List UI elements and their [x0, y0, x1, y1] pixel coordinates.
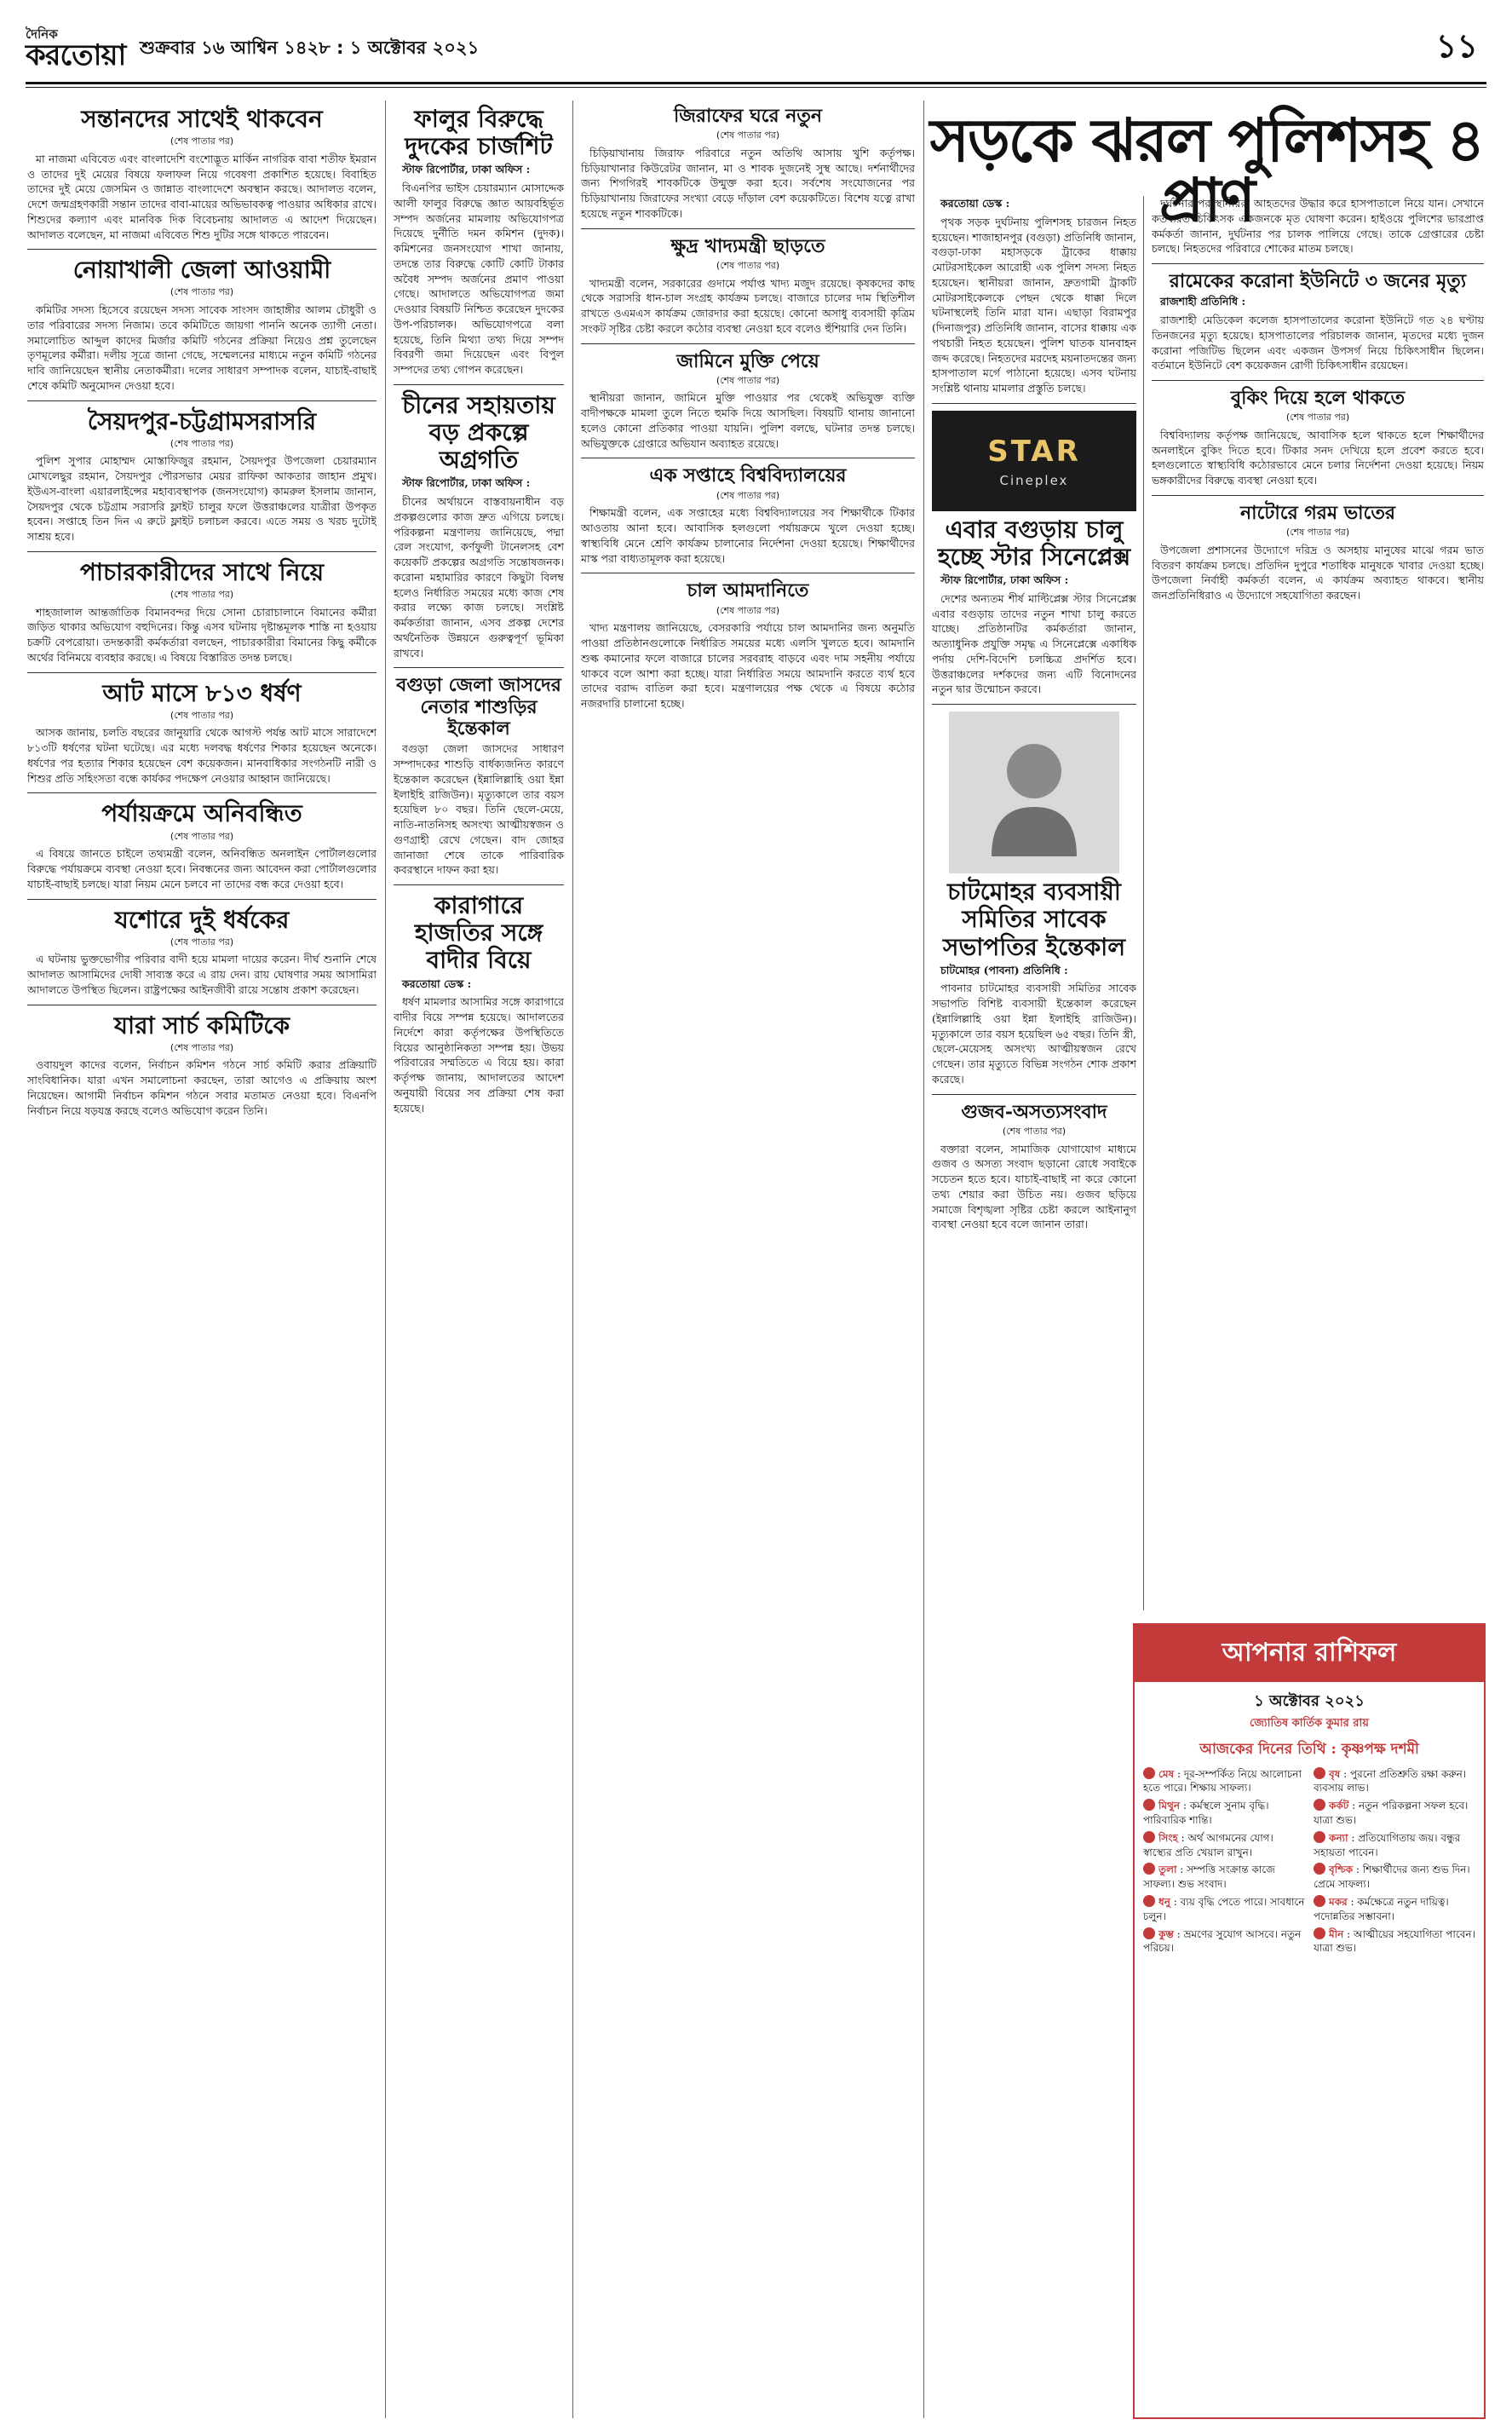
- horoscope-sign-name: বৃশ্চিক: [1329, 1864, 1354, 1876]
- zodiac-icon: [1314, 1863, 1325, 1875]
- article-body: খাদ্যমন্ত্রী বলেন, সরকারের গুদামে পর্যাপ্ত খাদ্য মজুদ রয়েছে। কৃষকদের কাছ থেকে সরাসরি ধান-চাল সংগ্রহ কার্যক্রম চলছে। বাজারে চালের দাম স্থিতিশীল রাখতে ওএমএস কার্যক্রম জোরদার করা হয়েছে। কোনো অসাধু ব্যবসায়ী কৃত্রিম সংকট সৃষ্টির চেষ্টা করলে কঠোর ব্যবস্থা নেওয়া হবে বলেও হুঁশিয়ারি দেন তিনি।: [581, 276, 915, 335]
- article-divider: [27, 899, 377, 900]
- column-2: [394, 101, 564, 2418]
- article-body: ওবায়দুল কাদের বলেন, নির্বাচন কমিশন গঠনে সার্চ কমিটি করার প্রক্রিয়াটি সাংবিধানিক। যারা এখন সমালোচনা করছেন, তারা আগেও এ প্রক্রিয়ায় অংশ নিয়েছেন। আগামী নির্বাচন কমিশন গঠনে সবার মতামত নেওয়া হবে। বিএনপি নির্বাচন নিয়ে ষড়যন্ত্র করছে বলেও অভিযোগ করেন তিনি।: [27, 1058, 377, 1117]
- article-body: পাবনার চাটমোহর ব্যবসায়ী সমিতির সাবেক সভাপতি বিশিষ্ট ব্যবসায়ী ইন্তেকাল করেছেন (ইন্নালিল্লাহি ওয়া ইন্না ইলাইহি রাজিউন)। মৃত্যুকালে তার বয়স হয়েছিল ৬৫ বছর। তিনি স্ত্রী, ছেলে-মেয়েসহ অসংখ্য আত্মীয়স্বজন রেখে গেছেন। তার মৃত্যুতে বিভিন্ন সংগঠন শোক প্রকাশ করেছে।: [932, 982, 1136, 1086]
- continued-label: (শেষ পাতার পর): [170, 830, 234, 842]
- article-body: বিশ্ববিদ্যালয় কর্তৃপক্ষ জানিয়েছে, আবাসিক হলে থাকতে হলে শিক্ষার্থীদের অনলাইনে বুকিং দিতে হবে। টিকার সনদ দেখিয়ে হলে প্রবেশ করতে হবে। হলগুলোতে স্বাস্থ্যবিধি কঠোরভাবে মেনে চলার নির্দেশনা দেওয়া হয়েছে। নিয়ম ভঙ্গকারীদের বিরুদ্ধে ব্যবস্থা নেওয়া হবে।: [1152, 428, 1484, 487]
- zodiac-icon: [1314, 1799, 1325, 1811]
- horoscope-sign-item: কর্কট : নতুন পরিকল্পনা সফল হবে। যাত্রা শুভ।: [1314, 1800, 1469, 1826]
- horoscope-sign-text: সম্পত্তি সংক্রান্ত কাজে সাফল্য। শুভ সংবাদ।: [1143, 1864, 1275, 1891]
- horoscope-sign-item: তুলা : সম্পত্তি সংক্রান্ত কাজে সাফল্য। শুভ সংবাদ।: [1143, 1864, 1275, 1891]
- article-title: সন্তানদের সাথেই থাকবেন: [81, 105, 323, 133]
- article-title: জিরাফের ঘরে নতুন: [673, 105, 823, 127]
- article-body: খাদ্য মন্ত্রণালয় জানিয়েছে, বেসরকারি পর্যায়ে চাল আমদানির জন্য অনুমতি পাওয়া প্রতিষ্ঠানগুলোকে নির্ধারিত সময়ের মধ্যে এলসি খুলতে হবে। আমদানি শুল্ক কমানোর ফলে বাজারে চালের সরবরাহ বাড়বে এবং দাম সহনীয় পর্যায়ে থাকবে বলে আশা করা হচ্ছে। যারা নির্ধারিত সময়ে আমদানি করতে ব্যর্থ হবে তাদের বরাদ্দ বাতিল করা হবে। মন্ত্রণালয়ের পক্ষ থেকে এ বিষয়ে কঠোর নজরদারি চালানো হচ্ছে।: [581, 621, 915, 711]
- page-number: ১১: [1435, 27, 1478, 65]
- column-5: [1152, 196, 1484, 1610]
- article-body: বক্তারা বলেন, সামাজিক যোগাযোগ মাধ্যমে গুজব ও অসত্য সংবাদ ছড়ানো রোধে সবাইকে সচেতন হতে হবে। যাচাই-বাছাই না করে কোনো তথ্য শেয়ার করা উচিত নয়। গুজব ছড়িয়ে সমাজে বিশৃঙ্খলা সৃষ্টির চেষ্টা করলে আইনানুগ ব্যবস্থা নেওয়া হবে বলে জানান তারা।: [932, 1142, 1136, 1231]
- article-lead: স্টাফ রিপোর্টার, ঢাকা অফিস :: [402, 476, 531, 490]
- article-title: চাল আমদানিতে: [687, 579, 809, 602]
- article-body: উপজেলা প্রশাসনের উদ্যোগে দরিদ্র ও অসহায় মানুষের মাঝে গরম ভাত বিতরণ কার্যক্রম চলছে। প্রতিদিন দুপুরে শতাধিক মানুষকে খাবার দেওয়া হচ্ছে। উপজেলা নির্বাহী কর্মকর্তা বলেন, এ কার্যক্রম অব্যাহত থাকবে। স্থানীয় জনপ্রতিনিধিরাও এ উদ্যোগে সহযোগিতা করছেন।: [1152, 543, 1484, 602]
- horoscope-sign-text: শিক্ষার্থীদের জন্য শুভ দিন। প্রেমে সাফল্য।: [1314, 1864, 1470, 1891]
- article-divider: [27, 672, 377, 673]
- article-title: চাটমোহর ব্যবসায়ী সমিতির সাবেক সভাপতির ইন্তেকাল: [942, 878, 1126, 961]
- article-divider: [394, 884, 564, 885]
- horoscope-sign-name: কন্যা: [1329, 1831, 1348, 1844]
- article-title: সৈয়দপুর-চট্টগ্রামসরাসরি: [87, 406, 317, 435]
- logo-prefix: দৈনিক: [26, 26, 58, 42]
- article-divider: [394, 667, 564, 668]
- continued-label: (শেষ পাতার পর): [1285, 412, 1350, 423]
- continued-label: (শেষ পাতার পর): [170, 286, 234, 298]
- continued-label: (শেষ পাতার পর): [170, 936, 234, 948]
- article-title: বগুড়া জেলা জাসদের নেতার শাশুড়ির ইন্তেকাল: [396, 674, 561, 740]
- horoscope-sign-text: অর্থ আগমনের যোগ। স্বাস্থ্যের প্রতি খেয়াল রাখুন।: [1143, 1831, 1273, 1858]
- article-title: কারাগারে হাজতির সঙ্গে বাদীর বিয়ে: [414, 891, 543, 975]
- cineplex-logo-text: STAR: [987, 434, 1081, 469]
- article-body: আসক জানায়, চলতি বছরের জানুয়ারি থেকে আগস্ট পর্যন্ত আট মাসে সারাদেশে ৮১৩টি ধর্ষণের ঘটনা ঘটেছে। এর মধ্যে দলবদ্ধ ধর্ষণের শিকার হয়েছেন অনেকে। ধর্ষণের পর হত্যার শিকার হয়েছেন বেশ কয়েকজন। মানবাধিকার সংগঠনটি নারী ও শিশুর প্রতি সহিংসতা বন্ধে কার্যকর পদক্ষেপ নেওয়ার আহ্বান জানিয়েছে।: [27, 726, 377, 785]
- horoscope-sign-text: ব্যয় বৃদ্ধি পেতে পারে। সাবধানে চলুন।: [1143, 1895, 1305, 1922]
- article-body: এ ঘটনায় ভুক্তভোগীর পরিবার বাদী হয়ে মামলা দায়ের করেন। দীর্ঘ শুনানি শেষে আদালত আসামিদের দোষী সাব্যস্ত করে এ রায় দেন। রায় ঘোষণার সময় আসামিরা আদালতে উপস্থিত ছিলেন। রাষ্ট্রপক্ষের আইনজীবী রায়ে সন্তোষ প্রকাশ করেছেন।: [27, 953, 377, 996]
- article-title: চীনের সহায়তায় বড় প্রকল্পে অগ্রগতি: [402, 390, 555, 475]
- horoscope-date: ১ অক্টোবর ২০২১: [1254, 1692, 1365, 1710]
- horoscope-sign-item: কুম্ভ : ভ্রমণের সুযোগ আসবে। নতুন পরিচয়।: [1143, 1927, 1302, 1955]
- continued-label: (শেষ পাতার পর): [716, 604, 780, 616]
- continued-label: (শেষ পাতার পর): [716, 259, 780, 271]
- article-title: যারা সার্চ কমিটিকে: [113, 1011, 290, 1040]
- horoscope-sign-item: বৃষ : পুরনো প্রতিশ্রুতি রক্ষা করুন। ব্যবসায় লাভ।: [1314, 1767, 1467, 1794]
- horoscope-sign-text: কর্মস্থলে সুনাম বৃদ্ধি। পারিবারিক শান্তি।: [1143, 1800, 1269, 1826]
- continued-label: (শেষ পাতার পর): [170, 1041, 234, 1053]
- article-lead: করতোয়া ডেস্ক :: [402, 976, 472, 990]
- article-title: গুজব-অসত্যসংবাদ: [961, 1100, 1107, 1123]
- horoscope-sign-item: মেষ : দূর-সম্পর্কিত নিয়ে আলোচনা হতে পারে। শিক্ষায় সাফল্য।: [1143, 1767, 1302, 1794]
- article-divider: [27, 792, 377, 793]
- column-divider: [1143, 196, 1144, 1610]
- continued-label: (শেষ পাতার পর): [1002, 1125, 1066, 1137]
- article-divider: [1152, 263, 1484, 264]
- article-body: পৃথক সড়ক দুর্ঘটনায় পুলিশসহ চারজন নিহত হয়েছেন। শাজাহানপুর (বগুড়া) প্রতিনিধি জানান, বগুড়া-ঢাকা মহাসড়কে ট্রাকের ধাক্কায় মোটরসাইকেল আরোহী এক পুলিশ সদস্য নিহত হয়েছেন। স্থানীয়রা জানান, দ্রুতগামী ট্রাকটি মোটরসাইকেলকে পেছন থেকে ধাক্কা দিলে ঘটনাস্থলেই তিনি মারা যান। এছাড়া বিরামপুর (দিনাজপুর) প্রতিনিধি জানান, বাসের ধাক্কায় এক পথচারী নিহত হয়েছেন। পুলিশ ঘাতক যানবাহন জব্দ করেছে। নিহতদের মরদেহ ময়নাতদন্তের জন্য হাসপাতাল মর্গে পাঠানো হয়েছে। এসব ঘটনায় সংশ্লিষ্ট থানায় মামলার প্রস্তুতি চলছে।: [932, 215, 1136, 395]
- zodiac-icon: [1314, 1831, 1325, 1843]
- horoscope-sign-item: কন্যা : প্রতিযোগিতায় জয়। বন্ধুর সহায়তা পাবেন।: [1314, 1831, 1461, 1858]
- article-body: কমিটির সদস্য হিসেবে রয়েছেন সদস্য সাবেক সাংসদ জাহাঙ্গীর আলম চৌধুরী ও তার পরিবারের সদস্য নিজাম। তবে কমিটিতে জায়গা পাননি অনেক ত্যাগী নেতা। সমালোচিত আব্দুল কাদের মির্জার কমিটি গঠনের প্রক্রিয়া নিয়েও প্রশ্ন তুলেছেন তৃণমূলের কর্মীরা। দলীয় সূত্রে জানা গেছে, সম্মেলনের মাধ্যমে নতুন কমিটি গঠনের দাবি জানিয়েছেন স্থানীয় নেতাকর্মীরা। দলের সাধারণ সম্পাদক বলেন, যাচাই-বাছাই শেষে কমিটি অনুমোদন দেওয়া হবে।: [27, 303, 377, 392]
- column-divider: [572, 101, 573, 2418]
- column-4: [932, 196, 1136, 2411]
- horoscope-sign-name: সিংহ: [1158, 1831, 1178, 1844]
- masthead-rule-thin: [26, 87, 1486, 88]
- article-body: এ বিষয়ে জানতে চাইলে তথ্যমন্ত্রী বলেন, অনিবন্ধিত অনলাইন পোর্টালগুলোর বিরুদ্ধে পর্যায়ক্রমে ব্যবস্থা নেওয়া হবে। নিবন্ধনের জন্য আবেদন করা পোর্টালগুলোর যাচাই-বাছাই চলছে। যারা নিয়ম মেনে চলবে না তাদের বন্ধ করে দেওয়া হবে।: [27, 847, 377, 890]
- zodiac-icon: [1143, 1831, 1155, 1843]
- horoscope-sign-item: মকর : কর্মক্ষেত্রে নতুন দায়িত্ব। পদোন্নতির সম্ভাবনা।: [1314, 1895, 1449, 1922]
- continued-label: (শেষ পাতার পর): [170, 709, 234, 721]
- horoscope-heading: আপনার রাশিফল: [1135, 1625, 1484, 1682]
- article-body: মা নাজমা এবিবেত এবং বাংলাদেশি বংশোদ্ভূত মার্কিন নাগরিক বাবা শতীফ ইমরান ও তাদের দুই মেয়ের বিষয়ে ফলাফল নিয়ে গবেষণা প্রকাশিত হয়েছে। বিবাহিত তাদের দুই মেয়ে জেসমিন ও জান্নাত বাংলাদেশে অবস্থান করছে। আদালত বলেন, দেশে জন্মগ্রহণকারী সন্তান তাদের বাবা-মায়ের অভিভাবকত্ব পাওয়ার অধিকার রাখে। শিশুদের কল্যাণ এবং মানবিক দিক বিবেচনায় আদালত এ আদেশ দিয়েছেন। আদালত বলেছেন, মা নাজমা এবিবেত শিশু দুটির সঙ্গে থাকতে পারবেন।: [27, 152, 377, 241]
- article-body: স্থানীয়রা জানান, জামিনে মুক্তি পাওয়ার পর থেকেই অভিযুক্ত ব্যক্তি বাদীপক্ষকে মামলা তুলে নিতে হুমকি দিয়ে আসছিল। বিষয়টি থানায় জানানো হলেও কোনো প্রতিকার পাওয়া যায়নি। পুলিশ বলছে, ঘটনার তদন্ত চলছে। অভিযুক্তকে গ্রেপ্তারে অভিযান অব্যাহত রয়েছে।: [581, 391, 915, 450]
- zodiac-icon: [1143, 1767, 1155, 1779]
- article-divider: [27, 400, 377, 401]
- article-divider: [27, 551, 377, 552]
- article-body: ধর্ষণ মামলার আসামির সঙ্গে কারাগারে বাদীর বিয়ে সম্পন্ন হয়েছে। আদালতের নির্দেশে কারা কর্তৃপক্ষের উপস্থিতিতে বিয়ের আনুষ্ঠানিকতা সম্পন্ন হয়। উভয় পরিবারের সম্মতিতে এ বিয়ে হয়। কারা কর্তৃপক্ষ জানায়, আদালতের আদেশ অনুযায়ী বিয়ের সব প্রক্রিয়া শেষ করা হয়েছে।: [394, 995, 564, 1115]
- article-body: শিক্ষামন্ত্রী বলেন, এক সপ্তাহের মধ্যে বিশ্ববিদ্যালয়ের সব শিক্ষার্থীকে টিকার আওতায় আনা হবে। আবাসিক হলগুলো পর্যায়ক্রমে খুলে দেওয়া হচ্ছে। স্বাস্থ্যবিধি মেনে শ্রেণি কার্যক্রম চালানোর নির্দেশনা দেওয়া হয়েছে। শিক্ষার্থীদের মাস্ক পরা বাধ্যতামূলক করা হয়েছে।: [581, 506, 915, 565]
- horoscope-sign-item: সিংহ : অর্থ আগমনের যোগ। স্বাস্থ্যের প্রতি খেয়াল রাখুন।: [1143, 1831, 1273, 1858]
- cineplex-photo: [932, 411, 1136, 511]
- continued-label: (শেষ পাতার পর): [170, 437, 234, 449]
- horoscope-sign-text: ভ্রমণের সুযোগ আসবে। নতুন পরিচয়।: [1143, 1927, 1302, 1955]
- article-body: চিড়িয়াখানায় জিরাফ পরিবারে নতুন অতিথি আসায় খুশি কর্তৃপক্ষ। চিড়িয়াখানার কিউরেটর জানান, মা ও শাবক দুজনেই সুস্থ আছে। দর্শনার্থীদের জন্য শিগগিরই শাবকটিকে উন্মুক্ত করা হবে। সর্বশেষ সংযোজনের পর চিড়িয়াখানায় জিরাফের সংখ্যা বেড়ে দাঁড়াল বেশ কয়েকটিতে। বিশেষ যত্নে রাখা হয়েছে নতুন শাবকটিকে।: [581, 146, 915, 220]
- article-divider: [932, 403, 1136, 404]
- article-divider: [932, 1094, 1136, 1095]
- article-title: পর্যায়ক্রমে অনিবন্ধিত: [101, 799, 302, 828]
- continued-label: (শেষ পাতার পর): [170, 589, 234, 601]
- article-body: বগুড়া জেলা জাসদের সাধারণ সম্পাদকের শাশুড়ি বার্ধক্যজনিত কারণে ইন্তেকাল করেছেন (ইন্নালিল্লাহি ওয়া ইন্না ইলাইহি রাজিউন)। মৃত্যুকালে তার বয়স হয়েছিল ৮০ বছর। তিনি ছেলে-মেয়ে, নাতি-নাতনিসহ অসংখ্য আত্মীয়স্বজন ও গুণগ্রাহী রেখে গেছেন। বাদ জোহর জানাজা শেষে তাকে পারিবারিক কবরস্থানে দাফন করা হয়।: [394, 742, 564, 877]
- article-body: দুর্ঘটনার পর স্থানীয়রা আহতদের উদ্ধার করে হাসপাতালে নিয়ে যান। সেখানে কর্তব্যরত চিকিৎসক একজনকে মৃত ঘোষণা করেন। হাইওয়ে পুলিশের ভারপ্রাপ্ত কর্মকর্তা জানান, দুর্ঘটনার পর চালক পালিয়ে গেছে। তাকে গ্রেপ্তারের চেষ্টা চলছে। নিহতদের পরিবারে শোকের মাতম চলছে।: [1152, 197, 1484, 256]
- column-divider: [923, 101, 924, 2418]
- horoscope-body: [1135, 1682, 1484, 1961]
- article-divider: [394, 384, 564, 385]
- zodiac-icon: [1143, 1927, 1155, 1939]
- horoscope-sign-text: কর্মক্ষেত্রে নতুন দায়িত্ব। পদোন্নতির সম্ভাবনা।: [1314, 1895, 1449, 1922]
- horoscope-sign-name: মীন: [1329, 1927, 1344, 1940]
- horoscope-sign-item: মীন : আত্মীয়ের সহযোগিতা পাবেন। যাত্রা শুভ।: [1314, 1927, 1475, 1955]
- article-title: বুকিং দিয়ে হলে থাকতে: [1230, 387, 1406, 410]
- horoscope-sign-name: ধনু: [1158, 1895, 1170, 1908]
- article-body: রাজশাহী মেডিকেল কলেজ হাসপাতালের করোনা ইউনিটে গত ২৪ ঘণ্টায় তিনজনের মৃত্যু হয়েছে। হাসপাতালের পরিচালক জানান, মৃতদের মধ্যে দুজন করোনা পজিটিভ ছিলেন এবং একজন উপসর্গ নিয়ে চিকিৎসাধীন ছিলেন। বর্তমানে ইউনিটে বেশ কয়েকজন রোগী চিকিৎসাধীন রয়েছেন।: [1152, 314, 1484, 372]
- article-title: যশোরে দুই ধর্ষকের: [114, 905, 290, 934]
- horoscope-sign-name: কর্কট: [1329, 1800, 1349, 1812]
- article-divider: [581, 343, 915, 344]
- zodiac-icon: [1143, 1799, 1155, 1811]
- continued-label: (শেষ পাতার পর): [716, 130, 780, 141]
- article-body: শাহজালাল আন্তর্জাতিক বিমানবন্দর দিয়ে সোনা চোরাচালানে বিমানের কর্মীরা জড়িত থাকার অভিযোগ বহুদিনের। কিন্তু এসব ঘটনায় দৃষ্টান্তমূলক শাস্তি না হওয়ায় চক্রটি বেপরোয়া। তদন্তকারী কর্মকর্তারা বলছেন, পাচারকারীরা বিমানের কিছু কর্মীকে অর্থের বিনিময়ে ব্যবহার করছে। এ বিষয়ে বিস্তারিত তদন্ত চলছে।: [27, 605, 377, 664]
- article-lead: স্টাফ রিপোর্টার, ঢাকা অফিস :: [402, 163, 531, 176]
- zodiac-icon: [1143, 1895, 1155, 1907]
- newspaper-logo[interactable]: [26, 22, 126, 75]
- column-1: [27, 101, 377, 2418]
- article-title: ফালুর বিরুদ্ধে দুদকের চার্জশিট: [405, 105, 553, 161]
- article-title: আট মাসে ৮১৩ ধর্ষণ: [102, 678, 302, 707]
- article-divider: [1152, 495, 1484, 496]
- continued-label: (শেষ পাতার পর): [170, 135, 234, 147]
- zodiac-icon: [1314, 1767, 1325, 1779]
- person-icon: [983, 729, 1085, 856]
- horoscope-sign-text: দূর-সম্পর্কিত নিয়ে আলোচনা হতে পারে। শিক্ষায় সাফল্য।: [1143, 1767, 1302, 1794]
- article-title: জামিনে মুক্তি পেয়ে: [676, 349, 819, 372]
- article-lead: করতোয়া ডেস্ক :: [940, 197, 1010, 210]
- horoscope-sign-name: মকর: [1329, 1895, 1348, 1908]
- continued-label: (শেষ পাতার পর): [716, 489, 780, 501]
- article-divider: [932, 704, 1136, 705]
- column-divider: [385, 101, 386, 2418]
- masthead-rule: [26, 82, 1486, 84]
- article-title: এবার বগুড়ায় চালু হচ্ছে স্টার সিনেপ্লেক্স: [937, 515, 1131, 571]
- article-body: দেশের অন্যতম শীর্ষ মাল্টিপ্লেক্স স্টার সিনেপ্লেক্স এবার বগুড়ায় তাদের নতুন শাখা চালু করতে যাচ্ছে। প্রতিষ্ঠানটির কর্মকর্তারা জানান, অত্যাধুনিক প্রযুক্তি সমৃদ্ধ এ সিনেপ্লেক্সে একাধিক পর্দায় দেশি-বিদেশি চলচ্চিত্র প্রদর্শিত হবে। উত্তরাঞ্চলের দর্শকদের জন্য এটি বিনোদনের নতুন দ্বার উন্মোচন করবে।: [932, 591, 1136, 696]
- continued-label: (শেষ পাতার পর): [1285, 527, 1350, 539]
- horoscope-sign-text: আত্মীয়ের সহযোগিতা পাবেন। যাত্রা শুভ।: [1314, 1927, 1475, 1955]
- horoscope-sign-item: মিথুন : কর্মস্থলে সুনাম বৃদ্ধি। পারিবারিক শান্তি।: [1143, 1800, 1269, 1826]
- article-body: পুলিশ সুপার মোহাম্মদ মোস্তাফিজুর রহমান, সৈয়দপুর উপজেলা চেয়ারম্যান মোখলেছুর রহমান, সৈয়দপুর পৌরসভার মেয়র রাফিকা আকতার জাহান প্রমুখ। ইউএস-বাংলা এয়ারলাইন্সের মহাব্যবস্থাপক (জনসংযোগ) কামরুল ইসলাম জানান, সৈয়দপুর থেকে চট্টগ্রাম সরাসরি ফ্লাইট চালুর ফলে উত্তরাঞ্চলের যাত্রীরা উপকৃত হবেন। সপ্তাহে তিন দিন এ রুটে ফ্লাইট চলাচল করবে। এতে সময় ও খরচ দুটোই সাশ্রয় হবে।: [27, 454, 377, 544]
- column-3: [581, 101, 915, 2418]
- horoscope-sign-text: পুরনো প্রতিশ্রুতি রক্ষা করুন। ব্যবসায় লাভ।: [1314, 1767, 1467, 1794]
- article-title: পাচারকারীদের সাথে নিয়ে: [79, 557, 325, 586]
- horoscope-sign-list: [1143, 1767, 1475, 1956]
- article-title: নাটোরে গরম ভাতের: [1240, 501, 1395, 524]
- zodiac-icon: [1143, 1863, 1155, 1875]
- portrait-photo: [949, 711, 1119, 873]
- zodiac-icon: [1314, 1895, 1325, 1907]
- continued-label: (শেষ পাতার পর): [716, 374, 780, 386]
- article-divider: [27, 249, 377, 250]
- horoscope-sign-name: বৃষ: [1329, 1767, 1341, 1780]
- logo-name: করতোয়া: [26, 37, 126, 72]
- horoscope-sign-name: মেষ: [1158, 1767, 1175, 1780]
- horoscope-box: [1133, 1623, 1486, 2419]
- article-title: এক সপ্তাহে বিশ্ববিদ্যালয়ের: [649, 464, 847, 487]
- cineplex-logo-subtext: Cineplex: [999, 473, 1069, 489]
- horoscope-sign-item: ধনু : ব্যয় বৃদ্ধি পেতে পারে। সাবধানে চলুন।: [1143, 1895, 1305, 1922]
- horoscope-sign-name: কুম্ভ: [1158, 1927, 1174, 1940]
- article-title: রামেকের করোনা ইউনিটে ৩ জনের মৃত্যু: [1169, 270, 1467, 292]
- zodiac-icon: [1314, 1927, 1325, 1939]
- horoscope-sign-text: নতুন পরিকল্পনা সফল হবে। যাত্রা শুভ।: [1314, 1800, 1469, 1826]
- horoscope-sign-item: বৃশ্চিক : শিক্ষার্থীদের জন্য শুভ দিন। প্রেমে সাফল্য।: [1314, 1864, 1470, 1891]
- article-divider: [581, 228, 915, 229]
- horoscope-astrologer: জ্যোতিষ কার্তিক কুমার রায়: [1250, 1717, 1369, 1731]
- article-divider: [1152, 380, 1484, 381]
- horoscope-sign-text: প্রতিযোগিতায় জয়। বন্ধুর সহায়তা পাবেন।: [1314, 1831, 1461, 1858]
- issue-dateline: শুক্রবার ১৬ আশ্বিন ১৪২৮ : ১ অক্টোবর ২০২১: [140, 37, 480, 58]
- lead-headline: সড়কে ঝরল পুলিশসহ ৪ প্রাণ: [929, 106, 1484, 235]
- article-title: ক্ষুদ্র খাদ্যমন্ত্রী ছাড়তে: [670, 234, 825, 257]
- horoscope-sign-name: তুলা: [1158, 1864, 1177, 1876]
- horoscope-sign-name: মিথুন: [1158, 1800, 1181, 1812]
- article-lead: চাটমোহর (পাবনা) প্রতিনিধি :: [940, 963, 1068, 976]
- article-lead: স্টাফ রিপোর্টার, ঢাকা অফিস :: [940, 573, 1069, 587]
- article-title: নোয়াখালী জেলা আওয়ামী: [72, 256, 331, 285]
- masthead: [26, 19, 1486, 78]
- article-lead: রাজশাহী প্রতিনিধি :: [1160, 295, 1246, 308]
- article-body: বিএনপির ভাইস চেয়ারম্যান মোসাদ্দেক আলী ফালুর বিরুদ্ধে জ্ঞাত আয়বহির্ভূত সম্পদ অর্জনের মামলায় অভিযোগপত্র দিয়েছে দুর্নীতি দমন কমিশন (দুদক)। কমিশনের জনসংযোগ শাখা জানায়, তদন্তে তার বিরুদ্ধে কোটি কোটি টাকার অবৈধ সম্পদ অর্জনের প্রমাণ পাওয়া গেছে। আদালতে অভিযোগপত্র জমা দেওয়ার বিষয়টি নিশ্চিত করেছেন দুদকের উপ-পরিচালক। অভিযোগপত্রে বলা হয়েছে, তিনি মিথ্যা তথ্য দিয়ে সম্পদ বিবরণী জমা দিয়েছেন এবং বিপুল সম্পদের তথ্য গোপন করেছেন।: [394, 181, 564, 377]
- article-body: চীনের অর্থায়নে বাস্তবায়নাধীন বড় প্রকল্পগুলোর কাজ দ্রুত এগিয়ে চলছে। পরিকল্পনা মন্ত্রণালয় জানিয়েছে, পদ্মা রেল সংযোগ, কর্ণফুলী টানেলসহ বেশ কয়েকটি প্রকল্পের অগ্রগতি সন্তোষজনক। করোনা মহামারির কারণে কিছুটা বিলম্ব হলেও নির্ধারিত সময়ের মধ্যে কাজ শেষ করার লক্ষ্যে কাজ চলছে। সংশ্লিষ্ট কর্মকর্তারা জানান, এসব প্রকল্প দেশের অর্থনৈতিক উন্নয়নে গুরুত্বপূর্ণ ভূমিকা রাখবে।: [394, 495, 564, 660]
- horoscope-tithi: আজকের দিনের তিথি : কৃষ্ণপক্ষ দশমী: [1199, 1740, 1419, 1758]
